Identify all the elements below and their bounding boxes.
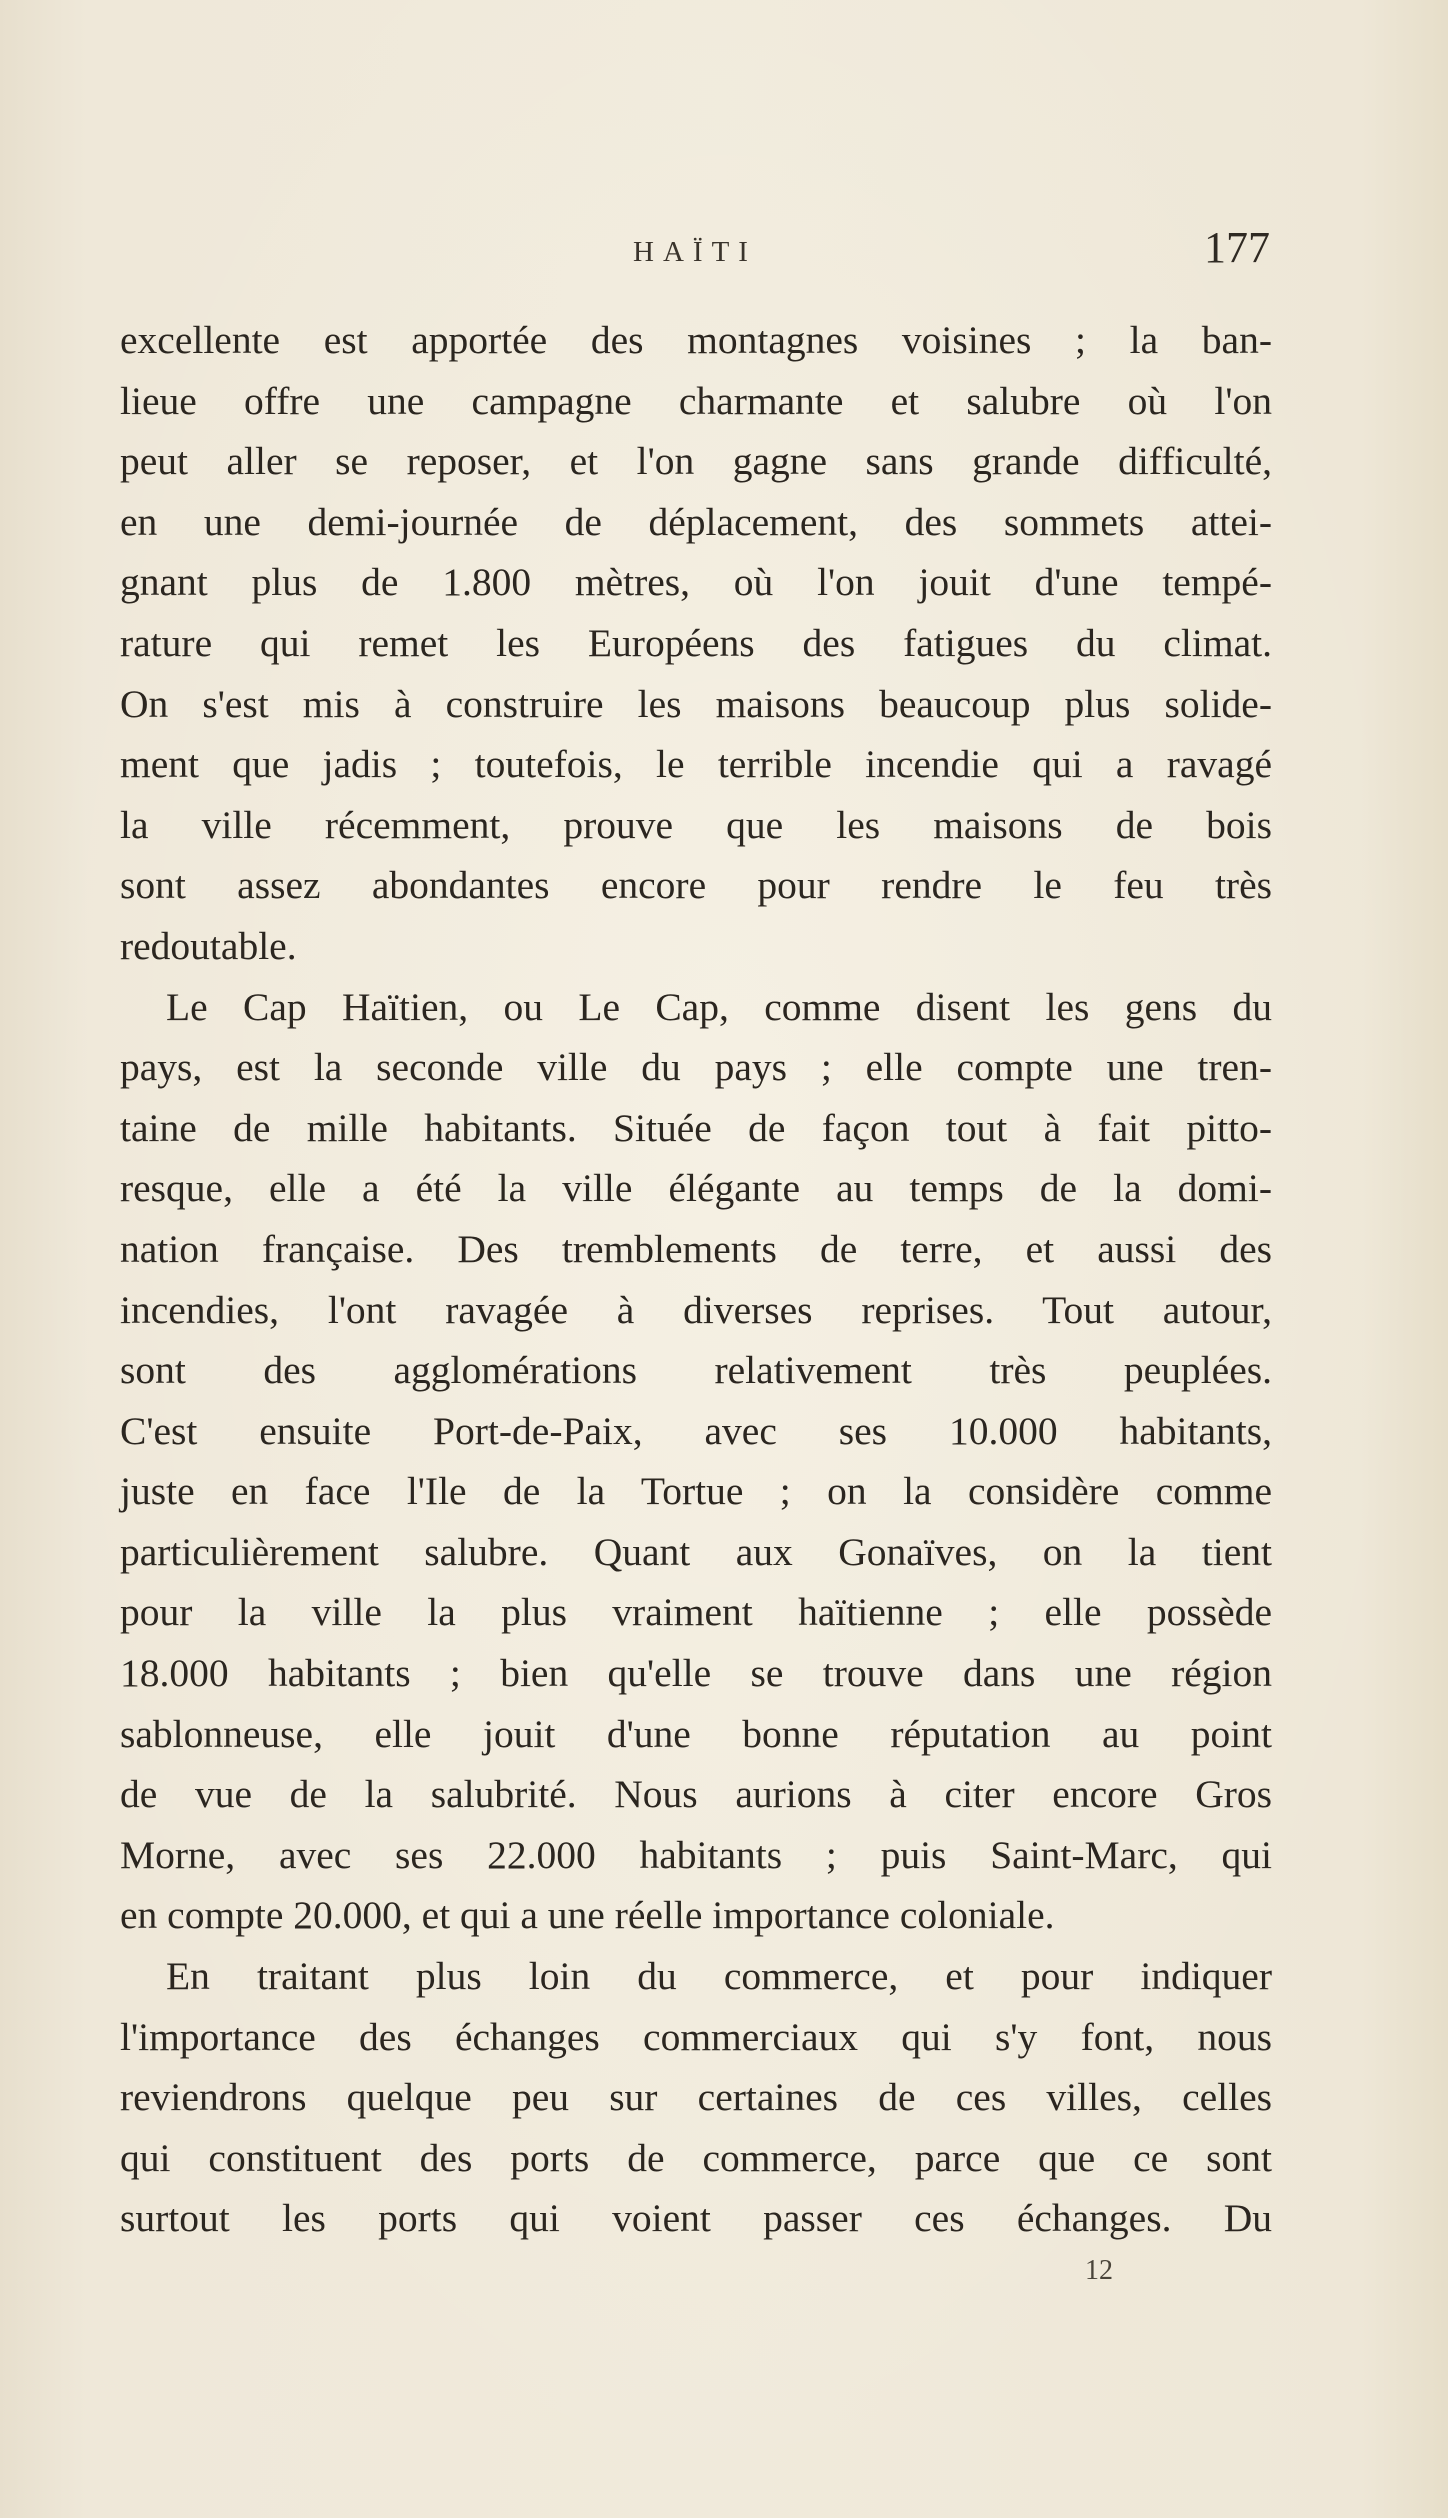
text-line: en une demi-journée de déplacement, des sommets attei- xyxy=(120,499,1272,544)
signature-mark: 12 xyxy=(1085,2255,1113,2286)
text-line: lieue offre une campagne charmante et salubre où l'on xyxy=(120,378,1272,423)
text-line: reviendrons quelque peu sur certaines de ces villes, celles xyxy=(120,2075,1272,2120)
text-line: rature qui remet les Européens des fatigues du climat. xyxy=(120,620,1272,665)
page-number: 177 xyxy=(1204,223,1270,272)
text-line: C'est ensuite Port-de-Paix, avec ses 10.000 habitants, xyxy=(120,1408,1272,1453)
text-line: Morne, avec ses 22.000 habitants ; puis Saint-Marc, qui xyxy=(120,1832,1272,1877)
text-line: de vue de la salubrité. Nous aurions à citer encore Gros xyxy=(120,1772,1272,1817)
text-line: qui constituent des ports de commerce, parce que ce sont xyxy=(120,2135,1272,2180)
text-line: gnant plus de 1.800 mètres, où l'on jouit d'une tempé- xyxy=(120,560,1272,605)
text-line: ment que jadis ; toutefois, le terrible incendie qui a ravagé xyxy=(120,742,1272,787)
text-line: 18.000 habitants ; bien qu'elle se trouve dans une région xyxy=(120,1651,1272,1696)
text-line: taine de mille habitants. Située de façon tout à fait pitto- xyxy=(120,1105,1272,1150)
text-line: en compte 20.000, et qui a une réelle importance coloniale. xyxy=(120,1893,1055,1938)
text-line: excellente est apportée des montagnes voisines ; la ban- xyxy=(120,318,1272,362)
text-line: l'importance des échanges commerciaux qui s'y font, nous xyxy=(120,2014,1272,2059)
text-line: resque, elle a été la ville élégante au temps de la domi- xyxy=(120,1166,1272,1211)
text-line: sablonneuse, elle jouit d'une bonne réputation au point xyxy=(120,1711,1272,1756)
text-line: particulièrement salubre. Quant aux Gonaïves, on la tient xyxy=(120,1529,1272,1574)
text-line: redoutable. xyxy=(120,923,297,968)
text-line: sont des agglomérations relativement très peuplées. xyxy=(120,1348,1272,1393)
text-line: sont assez abondantes encore pour rendre le feu très xyxy=(120,863,1272,908)
body-text xyxy=(120,310,1272,2249)
text-line: peut aller se reposer, et l'on gagne sans grande difficulté, xyxy=(120,439,1272,484)
text-line: On s'est mis à construire les maisons beaucoup plus solide- xyxy=(120,681,1272,726)
text-line: nation française. Des tremblements de terre, et aussi des xyxy=(120,1226,1272,1271)
text-line: pays, est la seconde ville du pays ; elle compte une tren- xyxy=(120,1045,1272,1090)
text-line: incendies, l'ont ravagée à diverses reprises. Tout autour, xyxy=(120,1287,1272,1332)
text-line: Le Cap Haïtien, ou Le Cap, comme disent les gens du xyxy=(166,984,1272,1029)
text-line: surtout les ports qui voient passer ces échanges. Du xyxy=(120,2196,1272,2241)
text-line: pour la ville la plus vraiment haïtienne ; elle possède xyxy=(120,1590,1272,1635)
text-line: la ville récemment, prouve que les maisons de bois xyxy=(120,802,1272,847)
text-line: juste en face l'Ile de la Tortue ; on la considère comme xyxy=(120,1469,1272,1514)
running-title: HAÏTI xyxy=(633,236,757,268)
running-head xyxy=(120,222,1270,282)
text-line: En traitant plus loin du commerce, et pour indiquer xyxy=(166,1954,1272,1999)
